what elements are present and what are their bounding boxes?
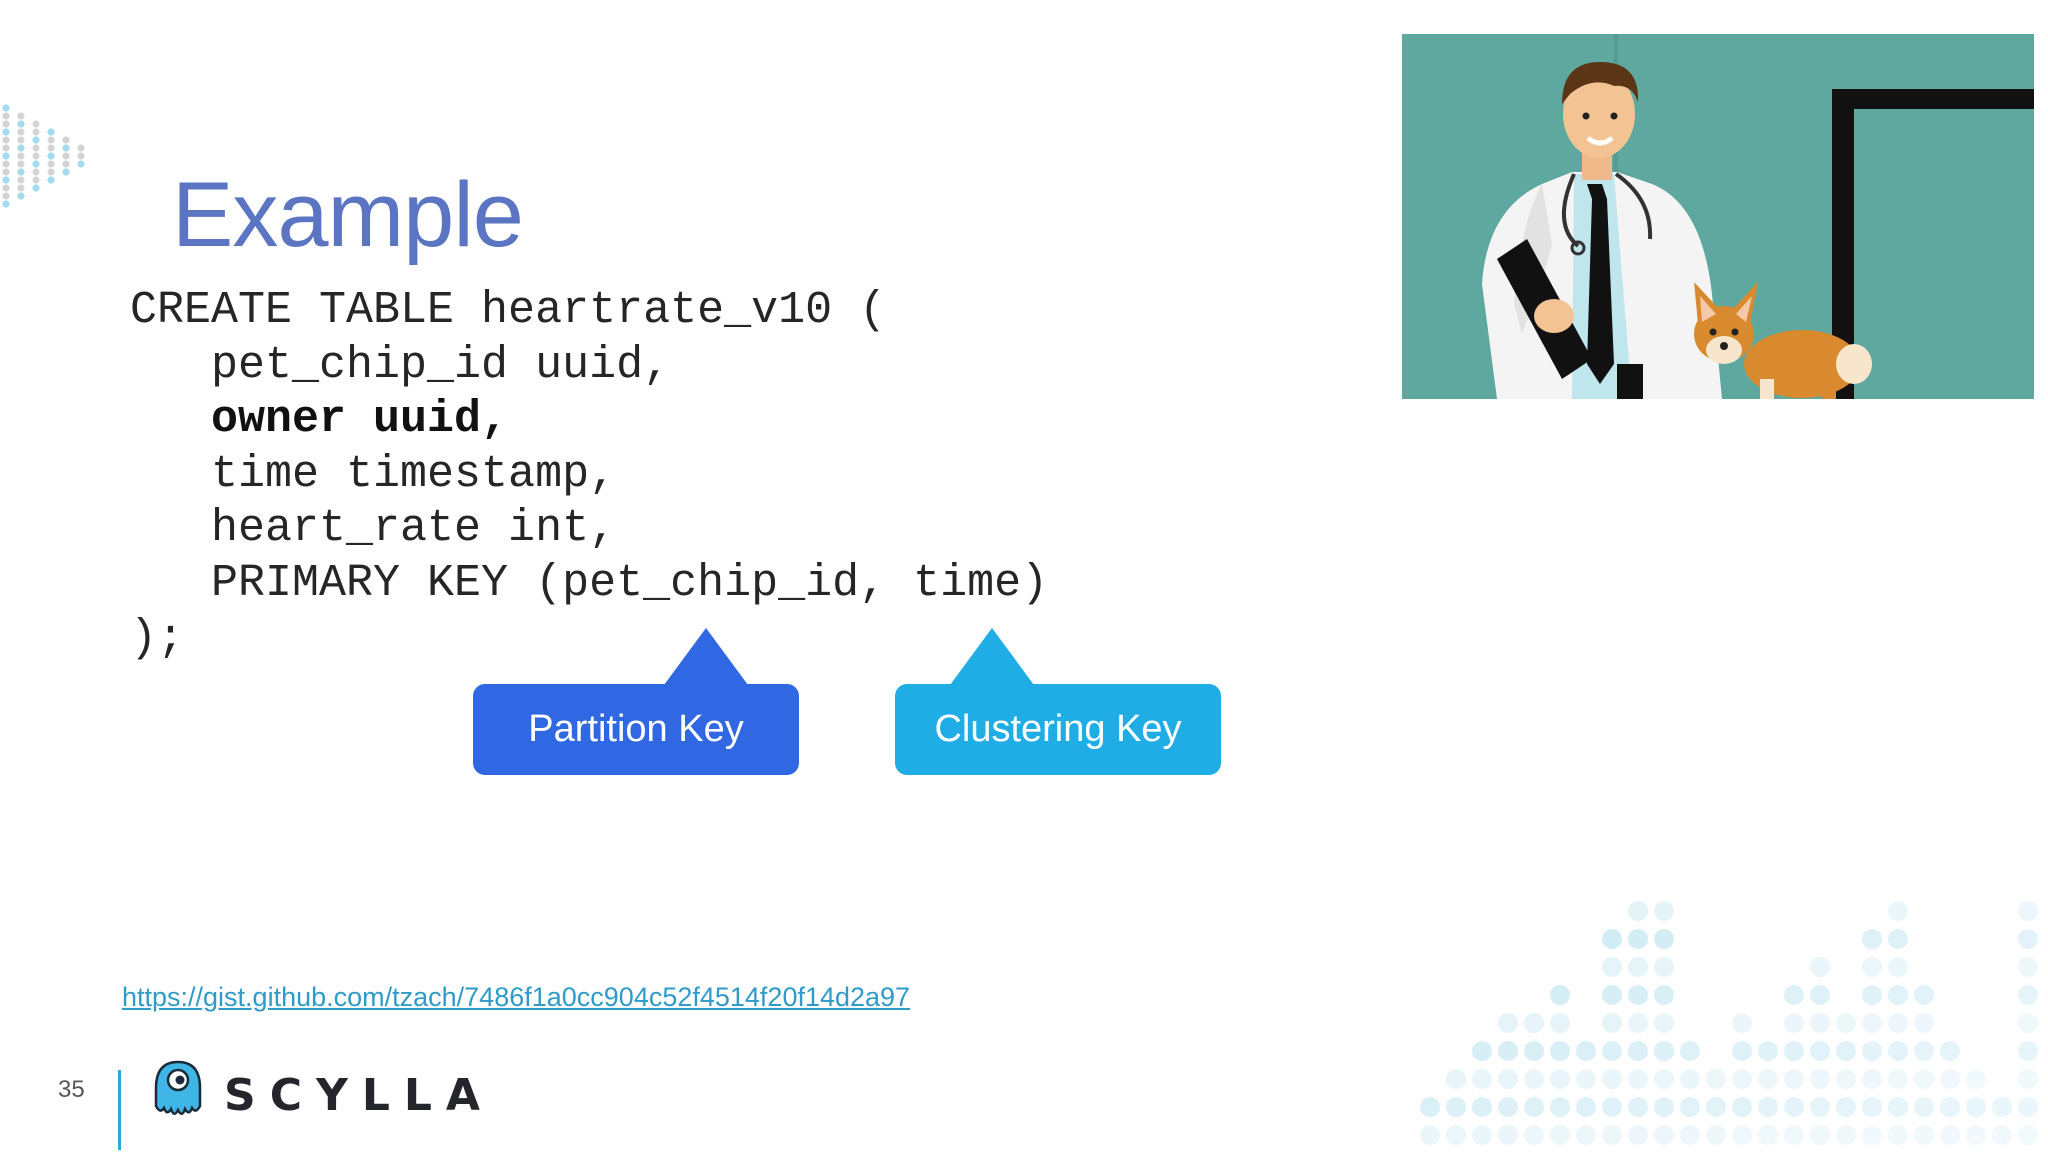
clustering-key-callout bbox=[895, 628, 1221, 775]
scylla-logo-text: SCYLLA bbox=[224, 1070, 494, 1121]
page-number: 35 bbox=[58, 1076, 85, 1103]
footer-divider bbox=[118, 1070, 121, 1150]
cql-code-block bbox=[130, 284, 1048, 666]
slide-title: Example bbox=[172, 163, 523, 266]
partition-key-label: Partition Key bbox=[473, 684, 799, 775]
dot-pattern-left-decoration bbox=[0, 96, 100, 216]
clustering-key-label: Clustering Key bbox=[895, 684, 1221, 775]
code-line-2: pet_chip_id uuid, bbox=[130, 339, 671, 391]
scylla-octopus-icon bbox=[150, 1058, 206, 1124]
partition-key-callout bbox=[473, 628, 799, 775]
veterinarian-with-dog-illustration bbox=[1402, 34, 2034, 399]
clustering-key-pointer bbox=[950, 628, 1034, 685]
gist-link[interactable]: https://gist.github.com/tzach/7486f1a0cc904c52f4514f20f14d2a97 bbox=[122, 982, 911, 1012]
code-line-6: PRIMARY KEY (pet_chip_id, time) bbox=[130, 557, 1049, 609]
code-line-7: ); bbox=[130, 612, 185, 664]
code-line-4: time timestamp, bbox=[130, 448, 617, 500]
partition-key-pointer bbox=[664, 628, 748, 685]
dot-pattern-right-decoration bbox=[1400, 895, 2048, 1152]
code-line-3-highlighted: owner uuid, bbox=[130, 394, 509, 446]
code-line-5: heart_rate int, bbox=[130, 503, 617, 555]
code-line-1: CREATE TABLE heartrate_v10 ( bbox=[130, 285, 887, 336]
